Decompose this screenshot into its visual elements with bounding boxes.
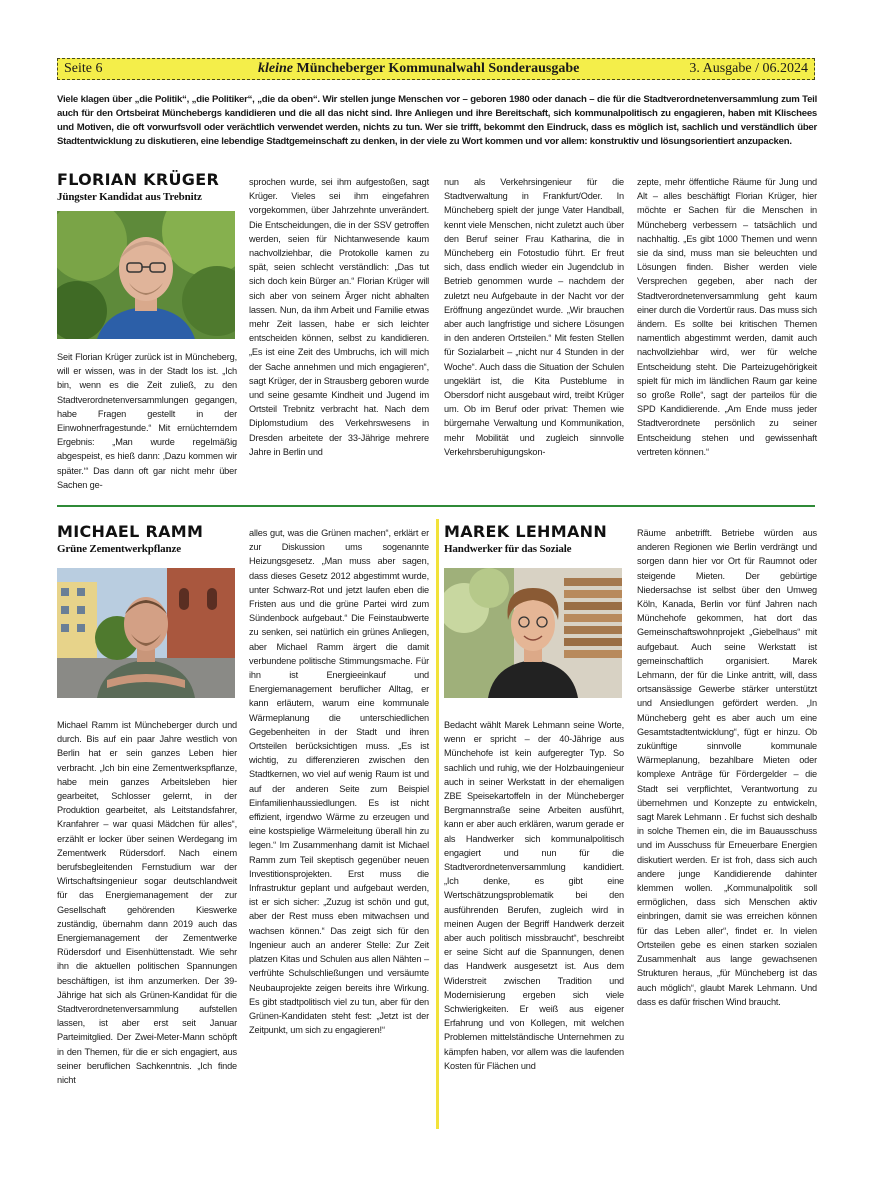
lehmann-heading (444, 522, 624, 556)
title-rest: Müncheberger Kommunalwahl Sonderausgabe (293, 61, 580, 76)
section-divider (57, 505, 815, 507)
page-header (57, 58, 815, 80)
kruger-photo (57, 211, 235, 339)
kruger-text-col1: Seit Florian Krüger zurück ist in Müncheberg, will er wissen, was in der Stadt los ist. „Ich bin, wenn es die Zeit zuließ, zu den Stadtverordnetenversammlungen gegangen, habe Fragen gestellt in der Einwohnerfragestunde.“ Mit ernüchterndem Ergebnis: „Man wurde regelmäßig abgespeist, es hieß dann: ‚Dazu kommen wir später.‘“ Das dann oft gar nicht mehr über Sachen ge- (57, 352, 237, 490)
ramm-text-col1: Michael Ramm ist Müncheberger durch und durch. Bis auf ein paar Jahre westlich von Berlin hat er sein ganzes Leben hier verbracht. „Ich bin eine Zementwerkspflanze, habe mein ganzes Arbeitsleben hier gearbeitet, Schlosser gelernt, in der Produktion gearbeitet, als Leitstandsfahrer, Kranfahrer – war quasi Mädchen für alles“, erzählt er locker über seinen Werdegang im Zementwerk Rüdersdorf. Nach einem berufsbegleitenden Fernstudium war der Wirtschaftsingenieur sogar deutschlandweit für das Energiemanagement der zur Gesellschaft gehörenden Kieswerke zuständig, übernahm dann 2019 auch das Energiemanagement der Zementwerke Rüdersdorf und Eisenhüttenstadt. Wie sehr ihn die aktuellen politischen Spannungen beschäftigen, ist ihm anzumerken. Der 39-Jährige hat sich als Grünen-Kandidat für die Stadtverordnetenversammlung aufstellen lassen, ist aber erst seit Januar Parteimitglied. Der Zwei-Meter-Mann schöpft in den Themen, für die er sich engagiert, aus seiner beruflichen Sachkenntnis. „Ich finde nicht (57, 720, 237, 1086)
kruger-name: FLORIAN KRÜGER (57, 170, 220, 189)
title-italic: kleine (258, 61, 293, 76)
ramm-name: MICHAEL RAMM (57, 522, 204, 541)
ramm-text-col2: alles gut, was die Grünen machen“, erklärt er zur Diskussion ums sogenannte Heizungsgesetz. „Man muss aber sagen, dass dieses Gesetz 2012 abgestimmt wurde, unter Schwarz-Rot und jetzt laufen eben die Fristen aus und die grüne Partei wird zum Sündenbock aufgebaut.“ Die Feinstaubwerte zu senken, sei natürlich ein grünes Anliegen, aber Michael Ramm ärgert die damit verbundene politische Stimmungsmache. Für ihn ist Energieeinkauf und Energiemanagement beruflicher Alltag, er kann erläutern, warum eine kommunale Wärmeplanung die unterschiedlichen Gegebenheiten in der Stadt und ihren Ortsteilen berücksichtigen muss. „Es ist wichtig, zu differenzieren zwischen den Stadtkernen, wo viel auf wenig Raum ist und auf der anderen Seite zum Beispiel Einfamilienhaussiedlungen. Es ist nicht effizient, irgendwo Wärme zu erzeugen und eine kostspielige Wärmeleitung überall hin zu legen.“ Im Zusammenhang damit ist Michael Ramm zum Teil skeptisch gegenüber neuen Investitionsprojekten. Erst muss die Infrastruktur geplant und aufgebaut werden, ist er sich sicher: „Zuzug ist schön und gut, aber der Rest muss eben mitwachsen und wachsen können.“ Das zeigt sich für den Ingenieur auch an anderer Stelle: Zur Zeit platzen Kitas und Schulen aus allen Nähten – verfrühte Schulschließungen und versäumte Neubauprojekte zeigen bereits ihre Wirkung. Es gibt stadtpolitisch viel zu tun, aber für den Grünen-Kandidaten steht fest: „Jetzt ist der Zeitpunkt, um sich zu engagieren!“ (249, 528, 429, 1036)
lehmann-subtitle: Handwerker für das Soziale (444, 543, 572, 555)
kruger-text-col3: nun als Verkehrsingenieur für die Stadtverwaltung in Frankfurt/Oder. In Müncheberg spielt der junge Vater Handball, kennt viele Menschen, nicht zuletzt auch über den Beruf seiner Frau Katharina, die in Müncheberg ein Fotostudio führt. Er freut sich, dass endlich wieder ein Jugendclub in Betrieb genommen wurde – nachdem der zuletzt neu Aufgebaute in der Nacht vor der Eröffnung angezündet wurde. „Wir brauchen aber auch langfristige und sichere Lösungen in den anderen Ortsteilen.“ Mit festen Stellen für Sozialarbeit – „nicht nur 4 Stunden in der Woche“. Auch dass die Situation der Schulen ungeklärt ist, die Kita Pusteblume in Obersdorf nicht ausgebaut wird, treibt Krüger um. Ob im Beruf oder privat: Themen wie bürgernahe Verwaltung und Kommunikation, mehr Mobilität und zugleich sinnvolle Verkehrsberuhigungskon- (444, 177, 624, 457)
kruger-text-col4: zepte, mehr öffentliche Räume für Jung und Alt – alles beschäftigt Florian Krüger, hier möchte er Sachen für die Menschen in Müncheberg verbessern – tatsächlich und nachhaltig. „Es gibt 1000 Themen und wenn sie da sind, muss man sie beleuchten und Lösungen finden. Bisher werden viele Versprechen gegeben, aber nach der Stadtverordnetenversammlung geht kaum einer durch die Vordertür raus. Das muss sich ändern. Es sollte bei kritischen Themen namentlich abgestimmt werden, damit auch nachvollziehbar wird, wer für welche Entscheidung steht. Die Parteizugehörigkeit spielt für mich im ländlichen Raum gar keine so große Rolle“, sagt der parteilos für die SPD Kandidierende. „Am Ende muss jeder Stadtverordnete persönlich zu seiner Entscheidung stehen und gewissenhaft vertreten können.“ (637, 177, 817, 457)
lehmann-photo (444, 568, 622, 698)
page-number: Seite 6 (64, 61, 103, 76)
ramm-subtitle: Grüne Zementwerkpflanze (57, 543, 181, 555)
ramm-photo (57, 568, 235, 698)
kruger-subtitle: Jüngster Kandidat aus Trebnitz (57, 191, 202, 203)
kruger-heading (57, 170, 237, 204)
issue-label: 3. Ausgabe / 06.2024 (689, 61, 808, 76)
intro-text: Viele klagen über „die Politik“, „die Politiker“, „die da oben“. Wir stellen junge Menschen vor – geboren 1980 oder danach – die für die Stadtverordnetenversammlung zum Teil auch für den Ortsbeirat Münchebergs kandidieren und die all das nicht sind. Ihre Anliegen und ihre Bereitschaft, sich kommunalpolitisch zu engagieren, haben mit Klischees und Motiven, die oft vorwurfsvoll oder verächtlich verwendet werden, nichts zu tun. Wer sie trifft, bekommt den Eindruck, dass es möglich ist, sachlich und verständlich über Stadtentwicklung zu diskutieren, eine lebendige Stadtgemeinschaft zu denken, in der viele zu Wort kommen und vor allem: konstruktiv und lösungsorientiert anzupacken. (57, 94, 817, 147)
column-divider (436, 519, 439, 1129)
ramm-heading (57, 522, 237, 556)
kruger-text-col2: sprochen wurde, sei ihm aufgestoßen, sagt Krüger. Vieles sei ihm eingefahren vorgekommen, über Jahrzehnte unverändert. Die Entscheidungen, die in der SSV getroffen werden, seien für Nichtanwesende kaum nachvollziehbar, die Protokolle kamen zu spät, seien schlecht verständlich: „Das tut sich doch kein Bürger an.“ Florian Krüger will sich aber von seinem Ärger nicht abhalten lassen. Nun, da ihm Arbeit und Familie etwas mehr Zeit lassen, habe er sich leichter entscheiden können, selbst zu kandidieren. „Es ist eine Zeit des Umbruchs, ich will mich der Sache annehmen und mich engagieren“, sagt Krüger, der in Strausberg geboren wurde und seine gesamte Kindheit und Jugend im Ortsteil Trebnitz verbracht hat. Nach dem Diplomstudium des Verkehrswesens in Dresden arbeitete der 33-Jährige mehrere Jahre in Berlin und (249, 177, 429, 457)
lehmann-text-col1: Bedacht wählt Marek Lehmann seine Worte, wenn er spricht – der 40-Jährige aus Münchehofe ist kein aufgeregter Typ. So sachlich und ruhig, wie der Holzbauingenieur auch in seiner Werkstatt in der ehemaligen ZBE Speisekartoffeln in der Müncheberger Bergmannstraße seine Arbeiten ausführt, kann er aber auch erklären, warum gerade er als Handwerker sich kommunalpolitisch engagiert und nun für die Stadtverordnetenversammlung kandidiert. „Ich denke, es gibt eine Wertschätzungsproblematik bei den ausführenden Berufen, zugleich wird in meinen Augen der Begriff Handwerk derzeit aber auch politisch missbraucht“, beschreibt er seine Sicht auf die Spannungen, denen das Handwerk ausgesetzt ist. Aus dem Widerstreit zwischen Tradition und Modernisierung ergeben sich viele Schwierigkeiten. Er weiß aus eigener Erfahrung und von Kollegen, mit welchen Problemen mittelständische Unternehmen zu kämpfen haben, vor allem was die laufenden Kosten für Flächen und (444, 720, 624, 1071)
lehmann-name: MAREK LEHMANN (444, 522, 608, 541)
newspaper-title (258, 61, 579, 77)
lehmann-text-col2: Räume anbetrifft. Betriebe würden aus anderen Regionen wie Berlin verdrängt und sorgen dann hier vor Ort für Raumnot oder steigende Mieten. Der gebürtige Niedersachse ist selbst über den Umweg Köln, Kanada, Berlin vor fünf Jahren nach Münchehofe gekommen, hat dort das Gemeinschaftswohnprojekt „Giebelhaus“ mit aufgebaut. Auch seine Werkstatt ist gemeinschaftlich organisiert. Marek Lehmann, der für die Linke antritt, will, dass ortsansässige Gewerbe stärker unterstützt und Ansiedlungen gefördert werden. „In Müncheberg geht es aber auch um eine Gesamtstadtentwicklung“, fügt er hinzu. Ob zukünftige sinnvolle kommunale Wärmeplanung, bezahlbare Mieten oder komplexe Anträge für Fördergelder – die Stadt sei verpflichtet, Verantwortung zu übernehmen und Konzepte zu entwickeln, sagt Marek Lehmann . Er fuchst sich deshalb in solche Themen ein, die im Bauausschuss und im Ausschuss für Erneuerbare Energien diskutiert werden. Er ist froh, dass sich auch andere junge Kandidierende dahinter klemmen wollen. „Kommunalpolitik soll ermöglichen, dass sich Menschen aktiv einbringen, damit sie was erreichen können für das Leben aller“, findet er. In vielen Ortsteilen gebe es einen starken sozialen Zusammenhalt aus lange gewachsenen Strukturen heraus, „für Müncheberg ist das auch möglich“, glaubt Marek Lehmann. Und dass es dafür frischen Wind braucht. (637, 528, 817, 1007)
